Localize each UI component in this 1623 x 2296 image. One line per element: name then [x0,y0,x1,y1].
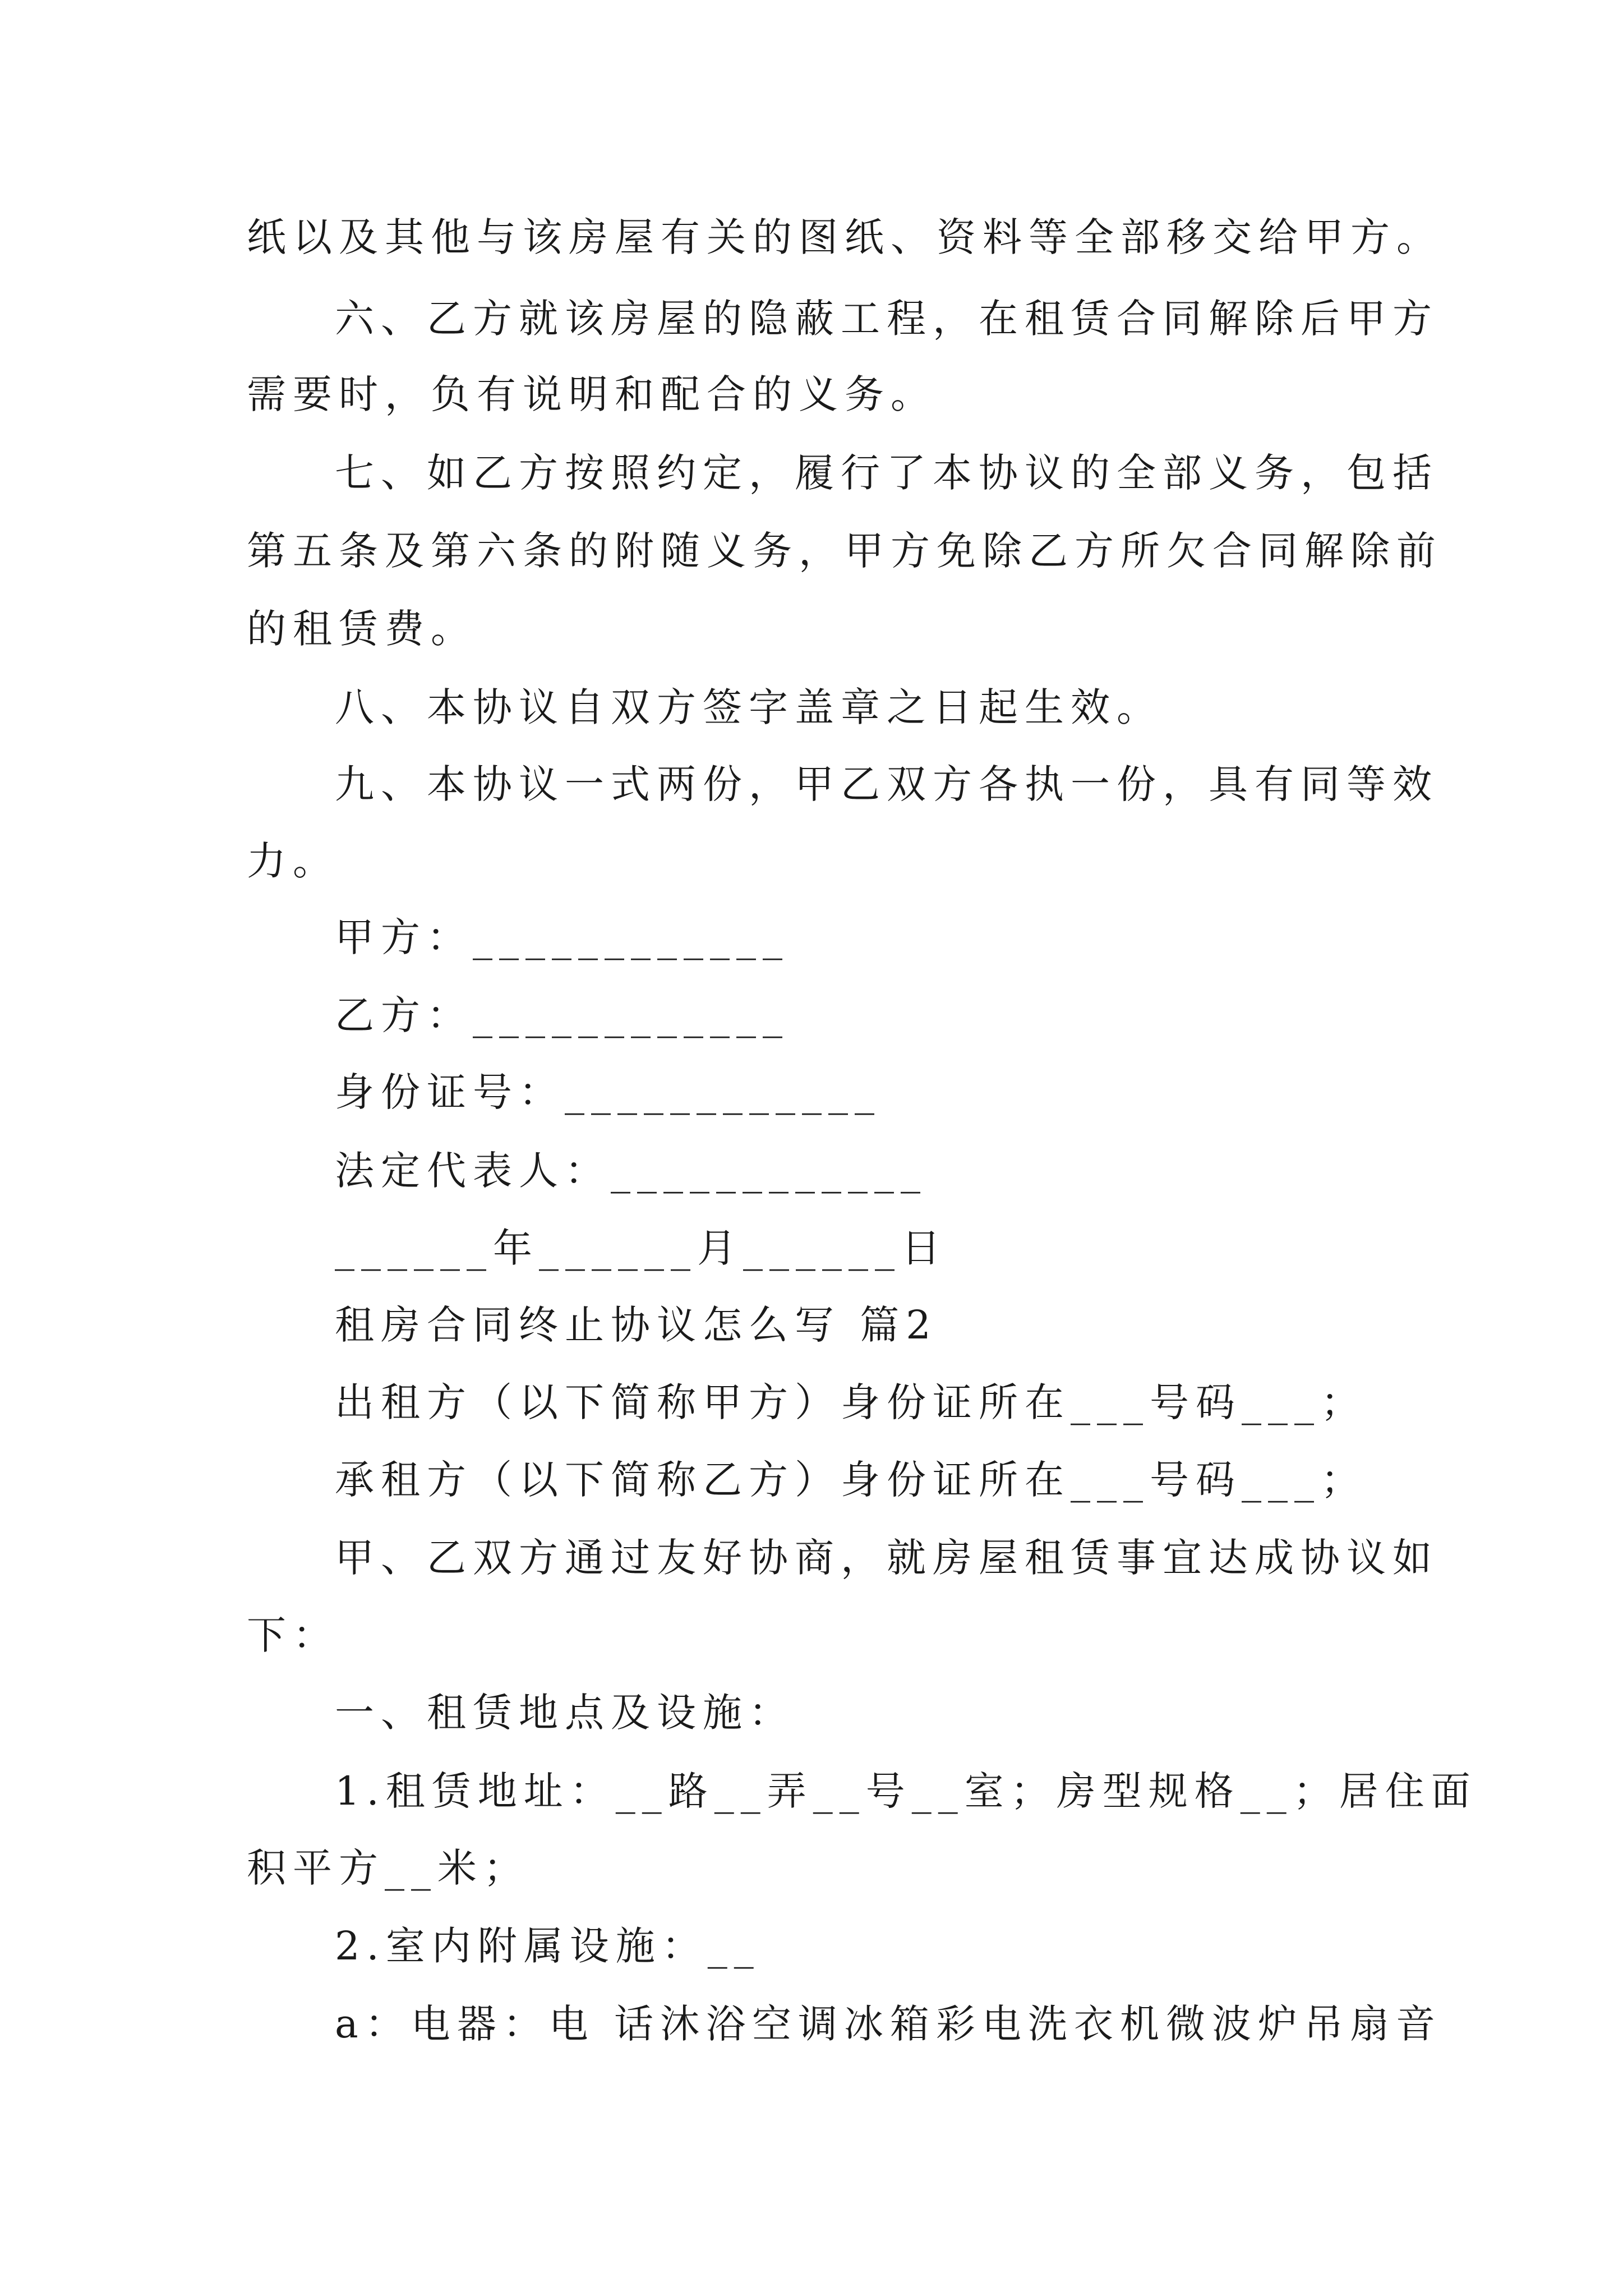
section-heading: 租房合同终止协议怎么写 篇2 [335,1302,938,1348]
text-line: 1.租赁地址：__路__弄__号__室；房型规格__；居住面 [335,1768,1477,1814]
text-line: 第五条及第六条的附随义务，甲方免除乙方所欠合同解除前 [247,528,1442,574]
text-line: 七、如乙方按照约定，履行了本协议的全部义务，包括 [335,450,1438,496]
text-line: 六、乙方就该房屋的隐蔽工程，在租赁合同解除后甲方 [335,296,1438,342]
date-field: ______年______月______日 [335,1225,947,1271]
text-line: 的租赁费。 [247,606,477,652]
text-line: 纸以及其他与该房屋有关的图纸、资料等全部移交给甲方。 [247,214,1442,260]
text-line: a：电器：电 话沐浴空调冰箱彩电洗衣机微波炉吊扇音 [335,2001,1442,2047]
text-line: 承租方（以下简称乙方）身份证所在___号码___； [335,1457,1367,1503]
text-line: 甲、乙双方通过友好协商，就房屋租赁事宜达成协议如 [335,1535,1438,1581]
text-line: 九、本协议一式两份，甲乙双方各执一份，具有同等效 [335,761,1438,807]
legal-representative-field: 法定代表人：____________ [335,1148,927,1194]
signature-field-party-b: 乙方：____________ [335,992,789,1038]
text-line: 2.室内附属设施：__ [335,1923,760,1969]
text-line: 积平方__米； [247,1845,529,1891]
text-line: 下： [247,1612,339,1658]
signature-field-party-a: 甲方：____________ [335,914,789,960]
text-line: 出租方（以下简称甲方）身份证所在___号码___； [335,1379,1367,1425]
id-number-field: 身份证号：____________ [335,1069,881,1115]
text-line: 需要时，负有说明和配合的义务。 [247,371,937,417]
text-line: 八、本协议自双方签字盖章之日起生效。 [335,684,1163,730]
text-line: 力。 [247,838,339,884]
text-line: 一、租赁地点及设施： [335,1690,795,1736]
